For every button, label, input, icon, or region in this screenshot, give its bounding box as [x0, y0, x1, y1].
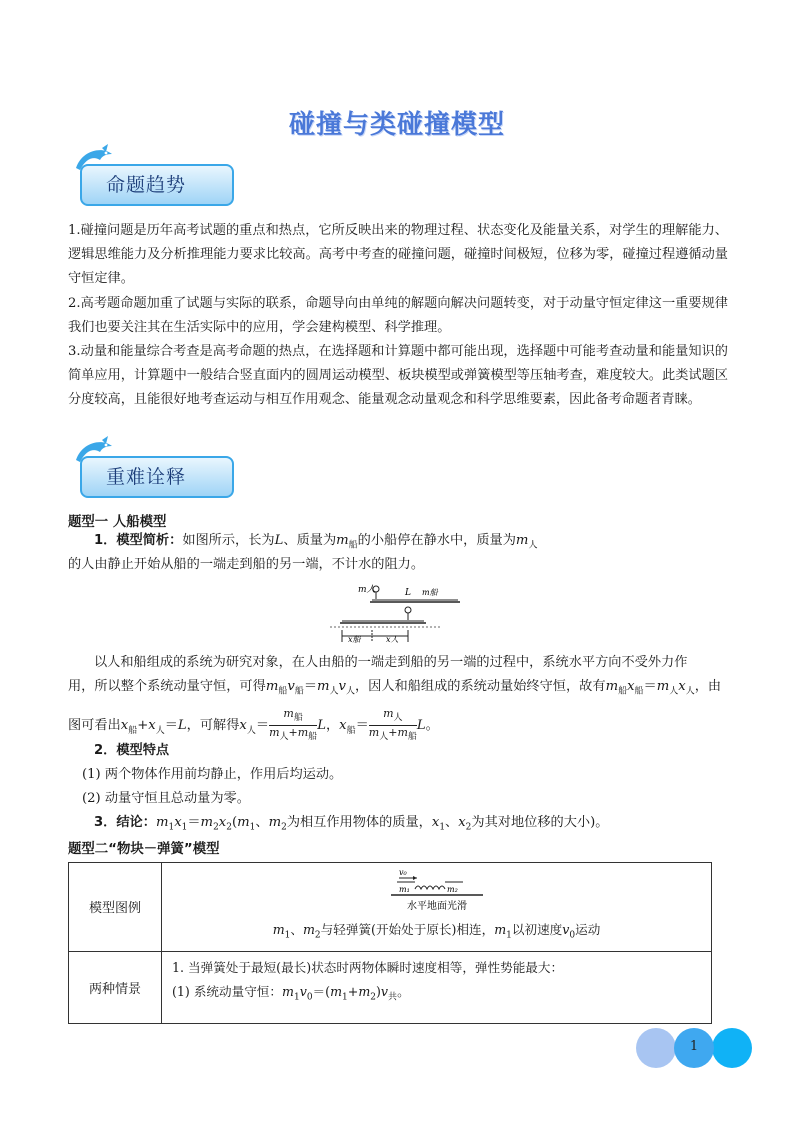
pager-circle-right — [712, 1028, 752, 1068]
label-m1: m₁ — [398, 885, 410, 894]
row-head-scenarios: 两种情景 — [69, 951, 162, 1023]
scenario-line-2: (1) 系统动量守恒：$m_1v_0=(m_1+m_2)v_共$。 — [172, 983, 410, 1003]
conclusion-label: 3．结论： — [94, 815, 156, 830]
label-m-ren: m人 — [358, 585, 376, 595]
type1-analysis-line1: 以人和船组成的系统为研究对象，在人由船的一端走到船的另一端的过程中，系统水平方向不受外力作 — [94, 655, 688, 670]
pager-circle-left — [636, 1028, 676, 1068]
analysis-text: ，因人和船组成的系统动量始终守恒，故有 — [355, 679, 606, 694]
intro-text: 的人由静止开始从船的一端走到船的另一端，不计水的阻力。 — [68, 557, 425, 572]
analysis-text: ，可解得 — [186, 718, 240, 734]
type1-analysis-line2: 用，所以整个系统动量守恒，可得$m_船v_船=m_人v_人$，因人和船组成的系统动量始终守恒，故有$m_船x_船=m_人x_人$，由 — [68, 679, 722, 697]
symbol-L: L — [274, 533, 284, 548]
trend-item-3: 3.动量和能量综合考查是高考命题的热点，在选择题和计算题中都可能出现，选择题中可能考查动量和能量知识的简单应用，计算题中一般结合竖直面内的圆周运动模型、板块模型或弹簧模型等压轴考查，难度较大。此类试题区分度较高，且能很好地考查运动与相互作用观念、能量观念动量观念和科学思维要素，因此备考命题者青睐。 — [68, 344, 728, 407]
label-m-chuan: m船 — [422, 588, 438, 597]
table-row — [69, 951, 712, 1023]
analysis-text: ，由 — [694, 679, 722, 694]
caption-text: 以初速度 — [511, 922, 563, 937]
intro-text: 如图所示，长为 — [182, 533, 275, 548]
section-banner-key — [76, 450, 232, 498]
intro-label: 1．模型简析： — [94, 533, 183, 548]
conclusion-line: 3．结论：$m_1x_1=m_2x_2(m_1$、$m_2$为相互作用物体的质量，$x_1$、$x_2$为其对地位移的大小)。 — [94, 815, 609, 833]
type2-heading: 题型二“物块－弹簧”模型 — [68, 842, 220, 857]
label-v0: v₀ — [398, 868, 407, 877]
caption-text: 运动 — [575, 922, 601, 937]
conclusion-text: 为相互作用物体的质量， — [286, 815, 432, 830]
row-figure-cell — [162, 863, 712, 952]
type1-intro-line2 — [68, 555, 728, 575]
banner-label: 命题趋势 — [106, 174, 187, 196]
features-label: 2．模型特点 — [94, 743, 170, 758]
label-x-ren: x人 — [386, 635, 399, 644]
table-row — [69, 863, 712, 952]
label-ground: 水平地面光滑 — [406, 901, 467, 912]
type1-analysis-line3: 图可看出$x_船+x_人=L$，可解得$x_人=$ $m_船$ $m_人+m_船$ L，$x_船=$ $m_人$ $m_人+m_船$ L。 — [68, 707, 439, 743]
section-banner-trend — [76, 158, 232, 206]
figure-caption: $m_1$、$m_2$与轻弹簧(开始处于原长)相连，$m_1$以初速度$v_0$运动 — [272, 922, 601, 941]
scenario-text: 。 — [397, 983, 410, 999]
person-boat-figure — [330, 580, 470, 644]
intro-text: 、质量为 — [283, 533, 337, 548]
row-head-figure: 模型图例 — [69, 863, 162, 952]
banner-label: 重难诠释 — [106, 466, 187, 488]
feature-1: (1) 两个物体作用前均静止，作用后均运动。 — [82, 767, 343, 782]
label-x-chuan: x船 — [348, 635, 361, 644]
page-number: 1 — [689, 1039, 699, 1054]
type1-intro-line1: 1．模型简析：如图所示，长为L、质量为$m_船$的小船停在静水中，质量为$m_人$ — [94, 533, 538, 551]
scenario-line-1: 1. 当弹簧处于最短(最长)状态时两物体瞬时速度相等，弹性势能最大： — [172, 959, 564, 975]
label-m2: m₂ — [446, 885, 458, 894]
feature-2: (2) 动量守恒且总动量为零。 — [82, 791, 250, 806]
analysis-text: 图可看出 — [68, 718, 121, 734]
page-title: 碰撞与类碰撞模型 — [288, 110, 505, 140]
label-L: L — [405, 588, 411, 598]
analysis-text: 用，所以整个系统动量守恒，可得 — [68, 679, 266, 694]
conclusion-text: 为其对地位移的大小)。 — [471, 815, 609, 830]
model-table — [68, 862, 712, 1024]
type1-heading: 题型一 人船模型 — [68, 515, 167, 530]
block-spring-figure — [387, 865, 487, 917]
scenario-text: (1) 系统动量守恒： — [172, 983, 282, 999]
page-number-badge — [636, 1028, 756, 1068]
intro-text: 的小船停在静水中，质量为 — [357, 533, 516, 548]
trend-item-2: 2.高考题命题加重了试题与实际的联系，命题导向由单纯的解题向解决问题转变，对于动量守恒定律这一重要规律我们也要关注其在生活实际中的应用，学会建构模型、科学推理。 — [68, 296, 728, 335]
caption-text: 与轻弹簧(开始处于原长)相连， — [320, 922, 495, 937]
row-scenarios-cell — [162, 951, 712, 1023]
trend-item-1: 1.碰撞问题是历年高考试题的重点和热点，它所反映出来的物理过程、状态变化及能量关系，对学生的理解能力、逻辑思维能力及分析推理能力要求比较高。高考中考查的碰撞问题，碰撞时间极短，位移为零，碰撞过程遵循动量守恒定律。 — [68, 223, 728, 286]
